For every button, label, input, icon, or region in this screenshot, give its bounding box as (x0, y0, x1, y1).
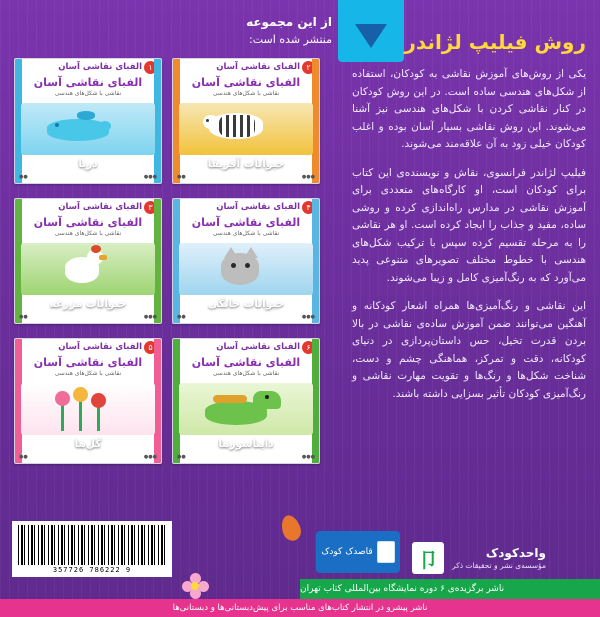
cover-top-row (15, 339, 161, 355)
cover-number-badge: ۳ (144, 201, 157, 214)
cover-artwork (21, 383, 155, 435)
description-column (342, 30, 600, 414)
cover-series-name: الفبای نقاشی آسان (216, 62, 300, 72)
cover-topic: حیوانات مزرعه (49, 298, 127, 310)
cover-footer: ●●● ●● (19, 174, 157, 180)
cover-number-badge: ۲ (302, 61, 315, 74)
tagline-strip (0, 599, 600, 617)
series-note-line2: منتشر شده است: (249, 33, 332, 46)
cover-top-row (173, 199, 319, 215)
cover-topic: گل‌ها (74, 438, 102, 450)
cover-series-name: الفبای نقاشی آسان (58, 202, 142, 212)
series-cover-item[interactable] (172, 58, 320, 184)
barcode (12, 521, 172, 577)
cover-number-badge: ۵ (144, 341, 157, 354)
cover-top-row (15, 59, 161, 75)
cover-subtitle: نقاشی با شکل‌های هندسی (212, 370, 280, 377)
cover-topic: حیوانات خانگی (207, 298, 285, 310)
barcode-bars (18, 525, 166, 565)
award-strip (300, 579, 600, 599)
paragraph-2: فیلیپ لژاندر فرانسوی، نقاش و نویسنده‌ی این کتاب برای کودکان است، او کارگاه‌های متعددی برای آموزش نقاشی در مدارس راه‌اندازی کرده و روشی ساده، مفید و جذاب را ایجاد کرده است. او هر نقاشی را به مرحله تقسیم کرده سپس با ترکیب شکل‌های هندسی با خطوط مختلف تصویرهای متنوعی پدید می‌آورد که به رنگ‌آمیزی کامل و زیبا می‌شوند. (352, 166, 586, 284)
cover-number-badge: ۶ (302, 341, 315, 354)
cover-subtitle: نقاشی با شکل‌های هندسی (212, 230, 280, 237)
series-cover-item[interactable] (172, 338, 320, 464)
series-cover-item[interactable] (14, 198, 162, 324)
cover-top-row (173, 59, 319, 75)
series-covers-grid (14, 58, 324, 464)
cover-artwork (21, 243, 155, 295)
cover-topic: دایناسورها (218, 438, 274, 450)
cover-artwork (179, 383, 313, 435)
cover-headline: الفبای نقاشی آسان (33, 216, 143, 229)
leaf-icon (278, 513, 303, 543)
open-book-logo-icon: 卩 (412, 542, 444, 574)
cover-topic: حیوانات آفریقا (207, 158, 285, 170)
series-note (182, 14, 332, 48)
cover-number-badge: ۴ (302, 201, 315, 214)
cover-footer: ●●● ●● (177, 314, 315, 320)
cover-headline: الفبای نقاشی آسان (191, 216, 301, 229)
publisher-subtitle: مؤسسه‌ی نشر و تحقیقات ذکر (452, 561, 547, 570)
cover-footer: ●●● ●● (177, 174, 315, 180)
cover-artwork (179, 103, 313, 155)
cover-top-row (173, 339, 319, 355)
award-strip-text: ناشر برگزیده‌ی ۶ دوره نمایشگاه بین‌المللی کتاب تهران (300, 584, 505, 594)
cover-topic: دریا (78, 158, 98, 170)
cover-subtitle: نقاشی با شکل‌های هندسی (54, 230, 122, 237)
cover-number-badge: ۱ (144, 61, 157, 74)
cover-footer: ●●● ●● (177, 454, 315, 460)
ghasedak-kodak-badge[interactable] (316, 531, 400, 573)
cover-top-row (15, 199, 161, 215)
book-icon (377, 541, 395, 563)
footer-area (0, 497, 600, 617)
cover-footer: ●●● ●● (19, 314, 157, 320)
cover-series-name: الفبای نقاشی آسان (58, 342, 142, 352)
cover-subtitle: نقاشی با شکل‌های هندسی (212, 90, 280, 97)
cover-series-name: الفبای نقاشی آسان (216, 342, 300, 352)
cover-footer: ●●● ●● (19, 454, 157, 460)
cover-series-name: الفبای نقاشی آسان (216, 202, 300, 212)
tagline-text: ناشر پیشرو در انتشار کتاب‌های مناسب برای پیش‌دبستانی‌ها و دبستانی‌ها (172, 603, 428, 613)
cover-headline: الفبای نقاشی آسان (33, 76, 143, 89)
page-title: روش فیلیپ لژاندر (404, 30, 586, 54)
cover-headline: الفبای نقاشی آسان (191, 356, 301, 369)
series-cover-item[interactable] (172, 198, 320, 324)
series-note-line1: از این مجموعه (246, 15, 332, 29)
paragraph-1: یکی از روش‌های آموزش نقاشی به کودکان، استفاده از شکل‌های هندسی ساده است. در این روش کودکان در کنار نقاشی کردن با شکل‌های هندسی نیز آشنا می‌شوند. این روش نقاشی بسیار آسان بوده و اغلب کودکان خیلی زود به آن علاقه‌مند می‌شوند. (352, 68, 586, 150)
paragraph-3: این نقاشی و رنگ‌آمیزی‌ها همراه اشعار کودکانه و آهنگین می‌توانند ضمن آموزش ساده‌ی نقاشی در بالا بردن قدرت تخیل، حس داستان‌پردازی در دنیای کودکانه، دقت و تمرکز، هماهنگی چشم و دست، شناخت شکل‌ها و رنگ‌ها و تقویت مهارت نقاشی و رنگ‌آمیزی کودکان تأثیر بسزایی داشته باشند. (352, 300, 586, 400)
publisher-name: واحدکودک (485, 546, 547, 560)
cover-subtitle: نقاشی با شکل‌های هندسی (54, 90, 122, 97)
flower-icon (182, 573, 208, 599)
cover-series-name: الفبای نقاشی آسان (58, 62, 142, 72)
cover-artwork (179, 243, 313, 295)
cover-artwork (21, 103, 155, 155)
series-cover-item[interactable] (14, 58, 162, 184)
ghasedak-kodak-label: قاصدک کودک (321, 547, 373, 557)
barcode-number: 9 786222 357726 (52, 566, 132, 574)
cover-headline: الفبای نقاشی آسان (191, 76, 301, 89)
publisher-block (412, 539, 592, 577)
series-cover-item[interactable] (14, 338, 162, 464)
cover-subtitle: نقاشی با شکل‌های هندسی (54, 370, 122, 377)
cover-headline: الفبای نقاشی آسان (33, 356, 143, 369)
